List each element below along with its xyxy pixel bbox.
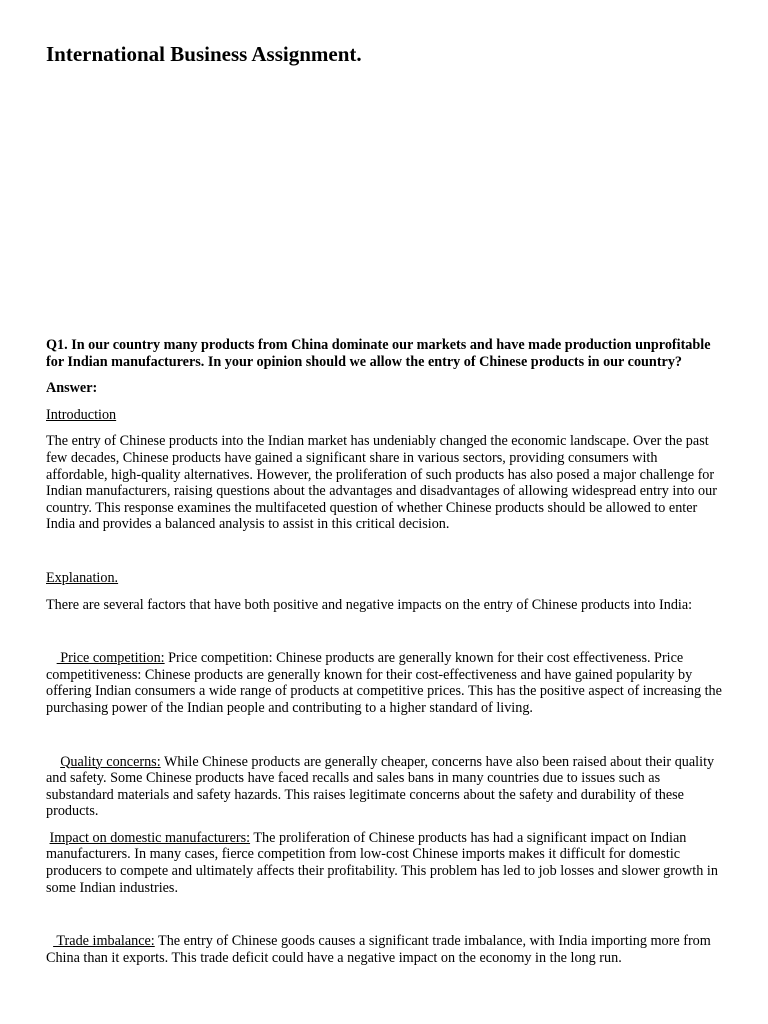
- answer-label: Answer:: [46, 380, 98, 397]
- introduction-paragraph: The entry of Chinese products into the Indian market has undeniably changed the economic landscape. Over the past few decades, Chinese products have gained a significant share in various sectors, providing consumers with affordable, high-quality alternatives. However, the proliferation of such products has also posed a major challenge for Indian manufacturers, raising questions about the advantages and disadvantages of allowing widespread entry into our country. This response examines the multifaceted question of whether Chinese products should be allowed to enter India and provides a balanced analysis to assist in this critical decision.: [46, 433, 717, 533]
- factor-label: Quality concerns:: [60, 753, 161, 770]
- factor-text: The entry of Chinese goods causes a significant trade imbalance, with India importing more from China than it exports. This trade deficit could have a negative impact on the economy in the long run.: [46, 933, 711, 966]
- introduction-heading: Introduction: [46, 406, 117, 423]
- factor-trade-imbalance: [46, 933, 722, 966]
- factor-text: Price competition: Chinese products are generally known for their cost effectiveness. Price competitiveness: Chinese products are generally known for their cost-effectiveness and have gained popularity by offering Indian consumers a wide range of products at competitive prices. This has the positive aspect of increasing the purchasing power of the Indian people and contributing to a higher standard of living.: [46, 650, 722, 716]
- factor-price-competition: [46, 650, 722, 716]
- factor-label: Impact on domestic manufacturers:: [49, 829, 251, 846]
- indent: [46, 650, 57, 666]
- factor-label: Trade imbalance:: [53, 933, 155, 950]
- factor-text: While Chinese products are generally cheaper, concerns have also been raised about their quality and safety. Some Chinese products have faced recalls and sales bans in many countries due to issues such as substandard materials and safety hazards. This raises legitimate concerns about the safety and durability of these products.: [46, 753, 715, 820]
- indent: [46, 754, 60, 770]
- question-text: Q1. In our country many products from China dominate our markets and have made production unprofitable for Indian manufacturers. In your opinion should we allow the entry of Chinese products in our country?: [46, 337, 711, 370]
- document-title: International Business Assignment.: [46, 42, 362, 66]
- document-body: [46, 337, 722, 1003]
- explanation-heading: Explanation.: [46, 569, 119, 586]
- factor-impact-domestic: [46, 830, 722, 896]
- factor-text: The proliferation of Chinese products has had a significant impact on Indian manufacturers. In many cases, fierce competition from low-cost Chinese imports makes it difficult for domestic producers to compete and ultimately affects their profitability. This problem has led to job losses and slower growth in some Indian industries.: [46, 829, 718, 896]
- factor-label: Price competition:: [56, 650, 165, 667]
- explanation-paragraph: There are several factors that have both positive and negative impacts on the entry of Chinese products into India:: [46, 596, 693, 613]
- factor-quality-concerns: [46, 754, 722, 820]
